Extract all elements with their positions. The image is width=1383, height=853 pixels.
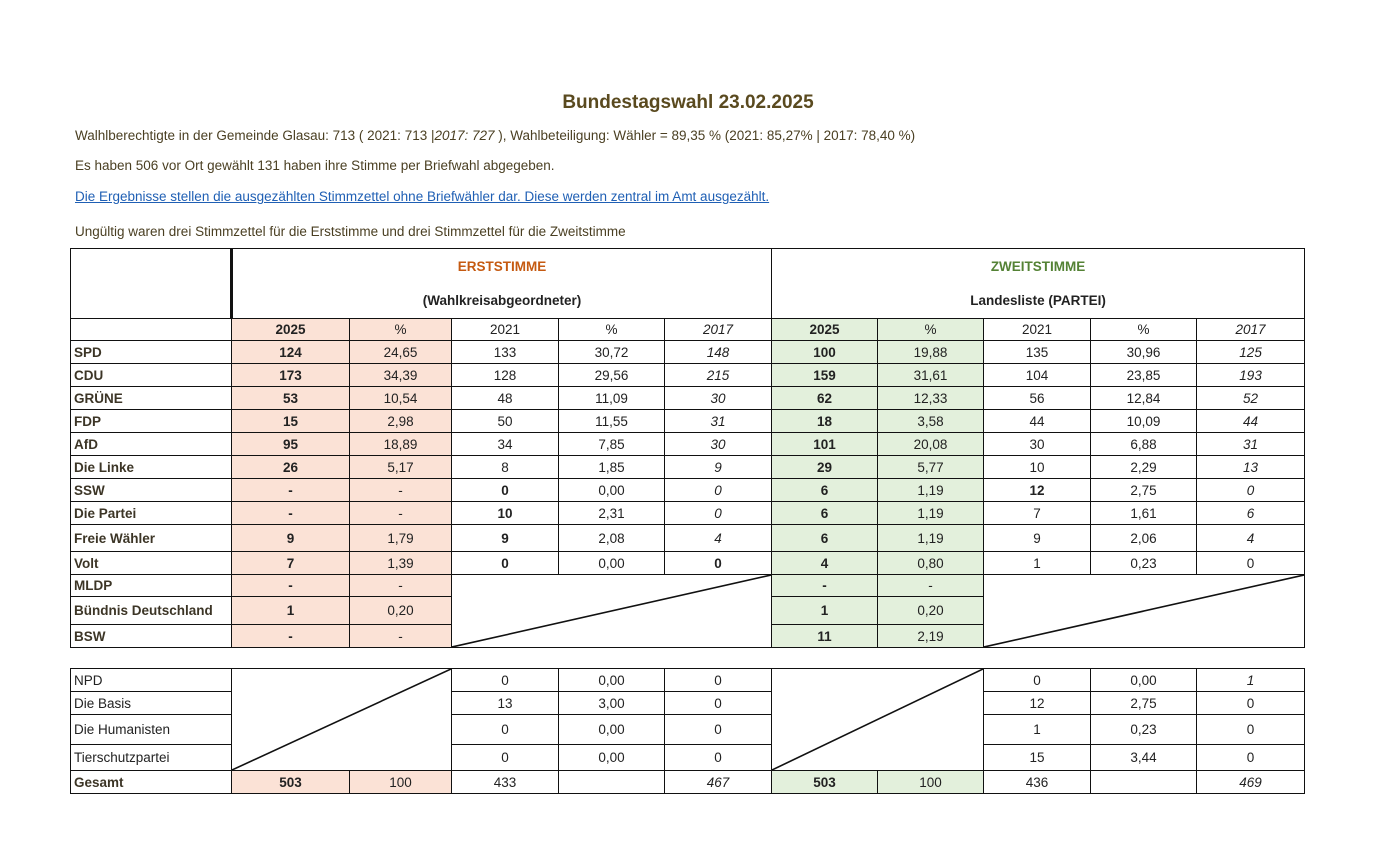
col-header: %: [1091, 319, 1197, 341]
party-name: Freie Wähler: [71, 525, 232, 552]
erst-percent: -: [350, 479, 452, 502]
erst-percent: 5,17: [350, 456, 452, 479]
erst-2025: -: [232, 625, 350, 648]
zweit-2025: 6: [772, 502, 878, 525]
zweit-2017: 0: [1197, 479, 1305, 502]
diagonal-line: [772, 669, 983, 770]
zweit-2021-percent: 0,23: [1091, 552, 1197, 575]
zweit-2025: 18: [772, 410, 878, 433]
erst-2021: 50: [452, 410, 559, 433]
zweitstimme-header: ZWEITSTIMME: [772, 249, 1305, 284]
erst-2021: 48: [452, 387, 559, 410]
erst-2017: 0: [665, 502, 772, 525]
diagonal-line: [232, 669, 451, 770]
erst-percent: -: [350, 625, 452, 648]
zweit-2021-percent: 30,96: [1091, 341, 1197, 364]
crossed-out-cell: [232, 669, 452, 771]
erst-2021: 0: [452, 552, 559, 575]
erst-2017: 30: [665, 387, 772, 410]
diagonal-stroke: [984, 575, 1304, 647]
total-row: [71, 771, 1305, 794]
erst-2017: 0: [665, 692, 772, 715]
crossed-out-cell: [772, 669, 984, 771]
zweit-2021-percent: 1,61: [1091, 502, 1197, 525]
erst-2021-percent: 2,08: [559, 525, 665, 552]
erst-2021: 0: [452, 715, 559, 745]
erst-2017: 4: [665, 525, 772, 552]
zweit-percent: 2,19: [878, 625, 984, 648]
erst-2021: 0: [452, 669, 559, 692]
party-name: NPD: [71, 669, 232, 692]
zweit-percent: 31,61: [878, 364, 984, 387]
zweit-2025: 100: [772, 341, 878, 364]
table-row: [71, 525, 1305, 552]
zweit-2021-percent: 2,75: [1091, 692, 1197, 715]
erst-2021: 9: [452, 525, 559, 552]
zweit-percent: 1,19: [878, 525, 984, 552]
party-name: Bündnis Deutschland: [71, 597, 232, 625]
year-header-blank: [71, 319, 232, 341]
results-note-link[interactable]: Die Ergebnisse stellen die ausgezählten Stimmzettel ohne Briefwähler dar. Diese werden zentral im Amt ausgezählt.: [75, 189, 770, 204]
erst-2017: 215: [665, 364, 772, 387]
zweit-percent: 19,88: [878, 341, 984, 364]
eligible-voters-text-c: ), Wahlbeteiligung: Wähler = 89,35 % (2021: 85,27% | 2017: 78,40 %): [494, 128, 916, 143]
zweit-2021: 436: [984, 771, 1091, 794]
erst-percent: 100: [350, 771, 452, 794]
zweit-2017: 0: [1197, 692, 1305, 715]
zweit-percent: 100: [878, 771, 984, 794]
eligible-voters-text-a: Walhlberechtigte in der Gemeinde Glasau: 713 ( 2021: 713 |: [75, 128, 435, 143]
zweit-2017: 1: [1197, 669, 1305, 692]
table-row: [71, 552, 1305, 575]
erst-percent: 1,39: [350, 552, 452, 575]
zweit-2021: 7: [984, 502, 1091, 525]
erst-2021-percent: 11,55: [559, 410, 665, 433]
erst-2021-percent: 30,72: [559, 341, 665, 364]
erststimme-header: ERSTSTIMME: [232, 249, 772, 284]
table-row: [71, 410, 1305, 433]
zweit-2021-percent: 0,00: [1091, 669, 1197, 692]
zweit-2017: 193: [1197, 364, 1305, 387]
zweit-2021: 44: [984, 410, 1091, 433]
results-table: [70, 248, 1305, 648]
zweit-2021-percent: 0,23: [1091, 715, 1197, 745]
party-name: Volt: [71, 552, 232, 575]
corner-cell: [71, 249, 232, 319]
zweit-2021: 1: [984, 552, 1091, 575]
party-name: Die Humanisten: [71, 715, 232, 745]
zweit-2017: 0: [1197, 552, 1305, 575]
zweit-2025: 503: [772, 771, 878, 794]
zweit-2021-percent: 12,84: [1091, 387, 1197, 410]
other-parties-table: [70, 668, 1305, 794]
zweit-2021-percent: 6,88: [1091, 433, 1197, 456]
erst-2017: 148: [665, 341, 772, 364]
party-name: MLDP: [71, 575, 232, 597]
zweit-2021-percent: 10,09: [1091, 410, 1197, 433]
erst-percent: 0,20: [350, 597, 452, 625]
table-row: [71, 341, 1305, 364]
table-row: [71, 669, 1305, 692]
zweit-2025: 62: [772, 387, 878, 410]
party-name: Die Partei: [71, 502, 232, 525]
erst-2021-percent: 29,56: [559, 364, 665, 387]
erst-2021: 433: [452, 771, 559, 794]
crossed-out-cell: [984, 575, 1305, 648]
zweit-2021: 10: [984, 456, 1091, 479]
erst-2025: 9: [232, 525, 350, 552]
zweit-2017: 13: [1197, 456, 1305, 479]
zweit-2025: 159: [772, 364, 878, 387]
zweit-2017: 4: [1197, 525, 1305, 552]
erst-percent: 18,89: [350, 433, 452, 456]
party-name: Tierschutzpartei: [71, 745, 232, 771]
erst-2025: 15: [232, 410, 350, 433]
erst-2025: 1: [232, 597, 350, 625]
col-header: 2025: [772, 319, 878, 341]
zweit-2017: 52: [1197, 387, 1305, 410]
party-name: Die Linke: [71, 456, 232, 479]
zweit-2021-percent: 23,85: [1091, 364, 1197, 387]
party-name: SPD: [71, 341, 232, 364]
erst-percent: 24,65: [350, 341, 452, 364]
erst-2017: 30: [665, 433, 772, 456]
zweit-2021-percent: [1091, 771, 1197, 794]
erst-2025: -: [232, 502, 350, 525]
crossed-out-cell: [452, 575, 772, 648]
erst-2021: 128: [452, 364, 559, 387]
table-row: [71, 364, 1305, 387]
zweit-2021: 104: [984, 364, 1091, 387]
zweit-2025: 101: [772, 433, 878, 456]
table-row: [71, 479, 1305, 502]
erst-2021-percent: 0,00: [559, 669, 665, 692]
zweit-2021-percent: 2,75: [1091, 479, 1197, 502]
zweit-percent: -: [878, 575, 984, 597]
zweit-2025: 11: [772, 625, 878, 648]
zweit-2017: 469: [1197, 771, 1305, 794]
erststimme-subheader: (Wahlkreisabgeordneter): [232, 284, 772, 319]
party-name: CDU: [71, 364, 232, 387]
erst-2021-percent: 11,09: [559, 387, 665, 410]
erst-2017: 0: [665, 715, 772, 745]
party-name: FDP: [71, 410, 232, 433]
col-header: %: [350, 319, 452, 341]
erst-2021: 133: [452, 341, 559, 364]
zweit-2025: 4: [772, 552, 878, 575]
erst-2025: 95: [232, 433, 350, 456]
zweit-2025: 6: [772, 525, 878, 552]
diagonal-stroke: [772, 669, 983, 770]
col-header: 2025: [232, 319, 350, 341]
party-name: Gesamt: [71, 771, 232, 794]
zweit-percent: 0,80: [878, 552, 984, 575]
zweit-percent: 5,77: [878, 456, 984, 479]
erst-2021-percent: 2,31: [559, 502, 665, 525]
zweit-2021: 9: [984, 525, 1091, 552]
party-name: Die Basis: [71, 692, 232, 715]
erst-2025: -: [232, 479, 350, 502]
zweit-2025: 6: [772, 479, 878, 502]
erst-2021: 8: [452, 456, 559, 479]
erst-2017: 0: [665, 479, 772, 502]
erst-2025: 7: [232, 552, 350, 575]
erst-2021-percent: 1,85: [559, 456, 665, 479]
table-row: [71, 387, 1305, 410]
party-name: AfD: [71, 433, 232, 456]
zweit-percent: 1,19: [878, 502, 984, 525]
erst-2017: 0: [665, 669, 772, 692]
erst-2021-percent: 0,00: [559, 715, 665, 745]
eligible-voters-line: [75, 128, 915, 143]
zweit-2025: 1: [772, 597, 878, 625]
erst-2017: 0: [665, 745, 772, 771]
erst-2021-percent: 0,00: [559, 745, 665, 771]
zweit-2021: 135: [984, 341, 1091, 364]
eligible-voters-text-b: 2017: 727: [434, 128, 495, 143]
zweit-2021: 12: [984, 479, 1091, 502]
voting-location-line: Es haben 506 vor Ort gewählt 131 haben ihre Stimme per Briefwahl abgegeben.: [75, 158, 555, 173]
table-row: [71, 502, 1305, 525]
erst-2017: 0: [665, 552, 772, 575]
zweit-percent: 0,20: [878, 597, 984, 625]
diagonal-line: [984, 575, 1304, 647]
zweit-2025: 29: [772, 456, 878, 479]
zweit-2021: 56: [984, 387, 1091, 410]
zweit-2021-percent: 3,44: [1091, 745, 1197, 771]
erst-2021: 13: [452, 692, 559, 715]
table-row: [71, 575, 1305, 597]
zweit-2021: 15: [984, 745, 1091, 771]
erst-percent: -: [350, 575, 452, 597]
party-name: BSW: [71, 625, 232, 648]
erst-2017: 31: [665, 410, 772, 433]
erst-percent: 1,79: [350, 525, 452, 552]
col-header: 2021: [984, 319, 1091, 341]
diagonal-line: [452, 575, 771, 647]
zweit-2021: 0: [984, 669, 1091, 692]
zweit-2021: 30: [984, 433, 1091, 456]
zweit-2017: 31: [1197, 433, 1305, 456]
col-header: 2017: [1197, 319, 1305, 341]
party-name: GRÜNE: [71, 387, 232, 410]
col-header: 2021: [452, 319, 559, 341]
erst-2025: 53: [232, 387, 350, 410]
zweit-percent: 12,33: [878, 387, 984, 410]
erst-2025: -: [232, 575, 350, 597]
zweit-2021: 1: [984, 715, 1091, 745]
zweit-percent: 20,08: [878, 433, 984, 456]
zweit-2017: 0: [1197, 745, 1305, 771]
zweit-percent: 3,58: [878, 410, 984, 433]
invalid-ballots-line: Ungültig waren drei Stimmzettel für die Erststimme und drei Stimmzettel für die Zweitstimme: [75, 224, 626, 239]
zweit-2017: 44: [1197, 410, 1305, 433]
erst-2021-percent: 0,00: [559, 479, 665, 502]
year-header-row: [71, 319, 1305, 341]
zweit-2021-percent: 2,06: [1091, 525, 1197, 552]
erst-2017: 467: [665, 771, 772, 794]
erst-2021-percent: [559, 771, 665, 794]
erst-2021-percent: 7,85: [559, 433, 665, 456]
zweit-2017: 6: [1197, 502, 1305, 525]
erst-2021-percent: 0,00: [559, 552, 665, 575]
erst-percent: -: [350, 502, 452, 525]
page-title: Bundestagswahl 23.02.2025: [562, 92, 814, 113]
erst-2025: 503: [232, 771, 350, 794]
erst-percent: 10,54: [350, 387, 452, 410]
col-header: %: [878, 319, 984, 341]
zweit-percent: 1,19: [878, 479, 984, 502]
table-row: [71, 456, 1305, 479]
zweitstimme-subheader: Landesliste (PARTEI): [772, 284, 1305, 319]
zweit-2017: 125: [1197, 341, 1305, 364]
col-header: 2017: [665, 319, 772, 341]
col-header: %: [559, 319, 665, 341]
erst-2025: 26: [232, 456, 350, 479]
zweit-2021: 12: [984, 692, 1091, 715]
erst-2021: 10: [452, 502, 559, 525]
erst-2025: 124: [232, 341, 350, 364]
diagonal-stroke: [452, 575, 771, 647]
zweit-2025: -: [772, 575, 878, 597]
diagonal-stroke: [232, 669, 451, 770]
party-name: SSW: [71, 479, 232, 502]
erst-2021: 0: [452, 479, 559, 502]
erst-percent: 2,98: [350, 410, 452, 433]
zweit-2021-percent: 2,29: [1091, 456, 1197, 479]
erst-2017: 9: [665, 456, 772, 479]
erst-2021: 34: [452, 433, 559, 456]
erst-2025: 173: [232, 364, 350, 387]
table-row: [71, 433, 1305, 456]
zweit-2017: 0: [1197, 715, 1305, 745]
erst-2021-percent: 3,00: [559, 692, 665, 715]
erst-percent: 34,39: [350, 364, 452, 387]
erst-2021: 0: [452, 745, 559, 771]
